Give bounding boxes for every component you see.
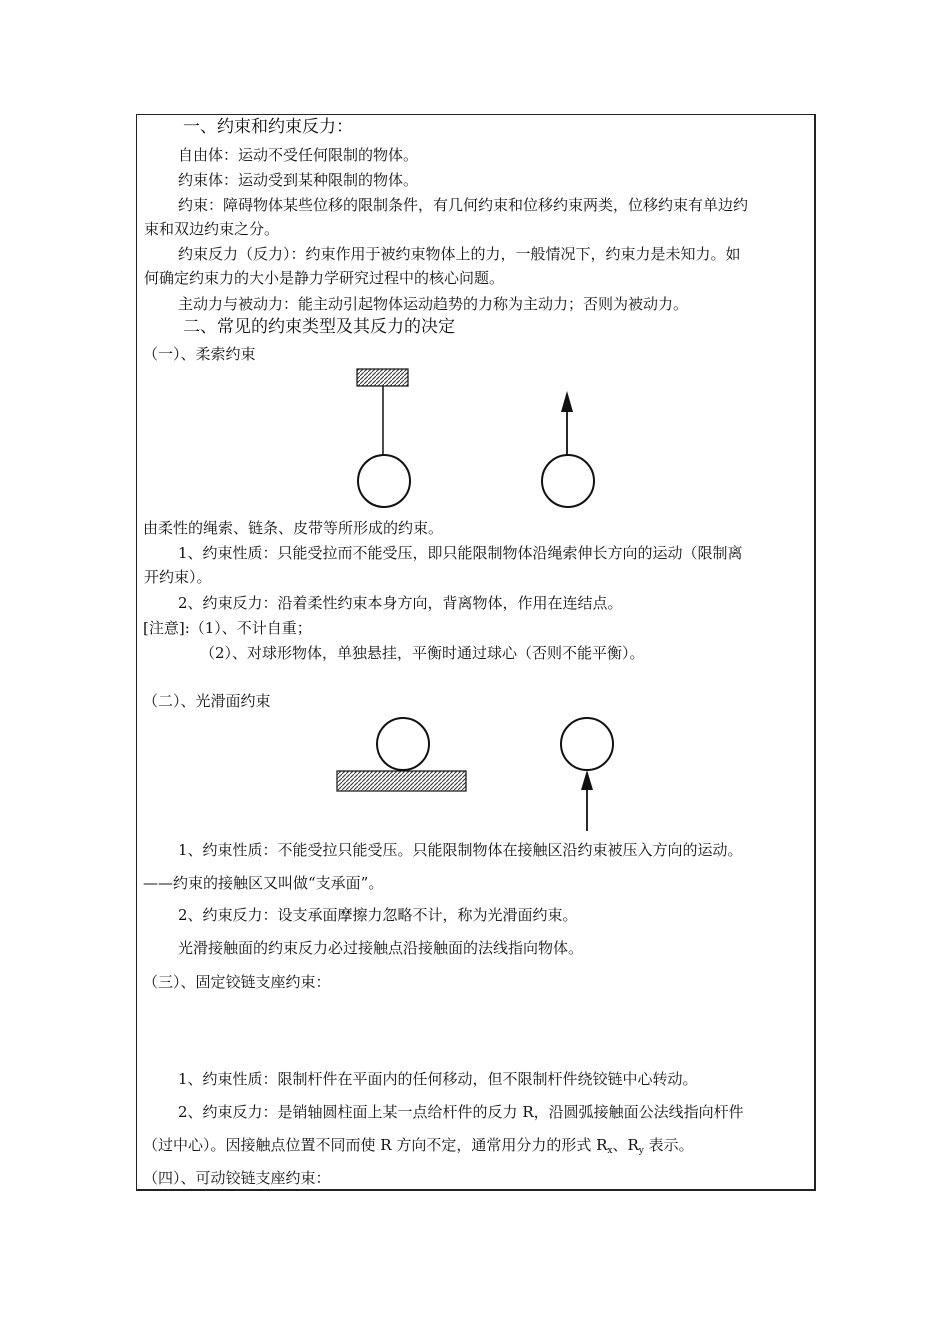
smooth-property-line2: ——约束的接触区又叫做“支承面”。 — [143, 874, 384, 892]
fixed-hinge-reaction-line2 — [143, 1135, 694, 1161]
free-body-ball-2 — [561, 718, 613, 770]
subscript-x: x — [607, 1146, 613, 1156]
constrained-body-text: 约束体：运动受到某种限制的物体。 — [178, 171, 419, 189]
smooth-reaction: 2、约束反力：设支承面摩擦力忽略不计，称为光滑面约束。 — [178, 906, 578, 924]
subscript-y: y — [638, 1146, 644, 1156]
active-passive-text: 主动力与被动力：能主动引起物体运动趋势的力称为主动力；否则为被动力。 — [178, 295, 689, 313]
ceiling-support — [357, 369, 408, 386]
flexible-property-line2: 开约束）。 — [144, 568, 212, 586]
flexible-desc: 由柔性的绳索、链条、皮带等所形成的约束。 — [143, 519, 444, 537]
section2-heading: 二、常见的约束类型及其反力的决定 — [183, 317, 455, 337]
smooth-surface — [337, 771, 466, 791]
section1-heading: 一、约束和约束反力： — [183, 117, 353, 137]
reaction-text-line2: 何确定约束力的大小是静力学研究过程中的核心问题。 — [144, 269, 505, 287]
free-body-text: 自由体：运动不受任何限制的物体。 — [178, 146, 419, 164]
smooth-constraint-title: （二）、光滑面约束 — [143, 692, 271, 710]
flexible-note1: [注意]:（1）、不计自重； — [143, 619, 312, 637]
constraint-text-line2: 束和双边约束之分。 — [144, 220, 280, 238]
constraint-text-line1: 约束：障碍物体某些位移的限制条件，有几何约束和位移约束两类，位移约束有单边约 — [178, 196, 749, 214]
tension-arrowhead — [561, 391, 573, 412]
fixed-hinge-property: 1、约束性质：限制杆件在平面内的任何移动，但不限制杆件绕铰链中心转动。 — [178, 1070, 698, 1088]
fixed-hinge-reaction-text-a: （过中心）。因接触点位置不同而使 R 方向不定，通常用分力的形式 R — [143, 1136, 608, 1154]
separator-r: 、R — [612, 1136, 639, 1154]
fixed-hinge-reaction-line1: 2、约束反力：是销轴圆柱面上某一点给杆件的反力 R，沿圆弧接触面公法线指向杆件 — [178, 1103, 744, 1121]
free-body-ball — [542, 455, 594, 507]
resting-ball — [377, 718, 429, 770]
hanging-ball — [358, 455, 410, 507]
smooth-property-line1: 1、约束性质：不能受拉只能受压。只能限制物体在接触区沿约束被压入方向的运动。 — [178, 841, 743, 859]
movable-hinge-title: （四）、可动铰链支座约束： — [143, 1169, 331, 1187]
smooth-note: 光滑接触面的约束反力必过接触点沿接触面的法线指向物体。 — [178, 939, 584, 957]
fixed-hinge-title: （三）、固定铰链支座约束： — [143, 973, 331, 991]
reaction-text-line1: 约束反力（反力）：约束作用于被约束物体上的力，一般情况下，约束力是未知力。如 — [178, 245, 741, 263]
flexible-constraint-diagram — [340, 360, 620, 520]
flexible-property-line1: 1、约束性质：只能受拉而不能受压，即只能限制物体沿绳索伸长方向的运动（限制离 — [178, 544, 743, 562]
smooth-constraint-diagram — [330, 710, 630, 840]
flexible-note2: （2）、对球形物体，单独悬挂，平衡时通过球心（否则不能平衡）。 — [200, 644, 645, 662]
normal-force-arrowhead — [581, 770, 593, 790]
flexible-reaction: 2、约束反力：沿着柔性约束本身方向，背离物体，作用在连结点。 — [178, 594, 623, 612]
fixed-hinge-reaction-text-b: 表示。 — [643, 1136, 694, 1154]
flexible-constraint-title: （一）、柔索约束 — [143, 345, 256, 363]
